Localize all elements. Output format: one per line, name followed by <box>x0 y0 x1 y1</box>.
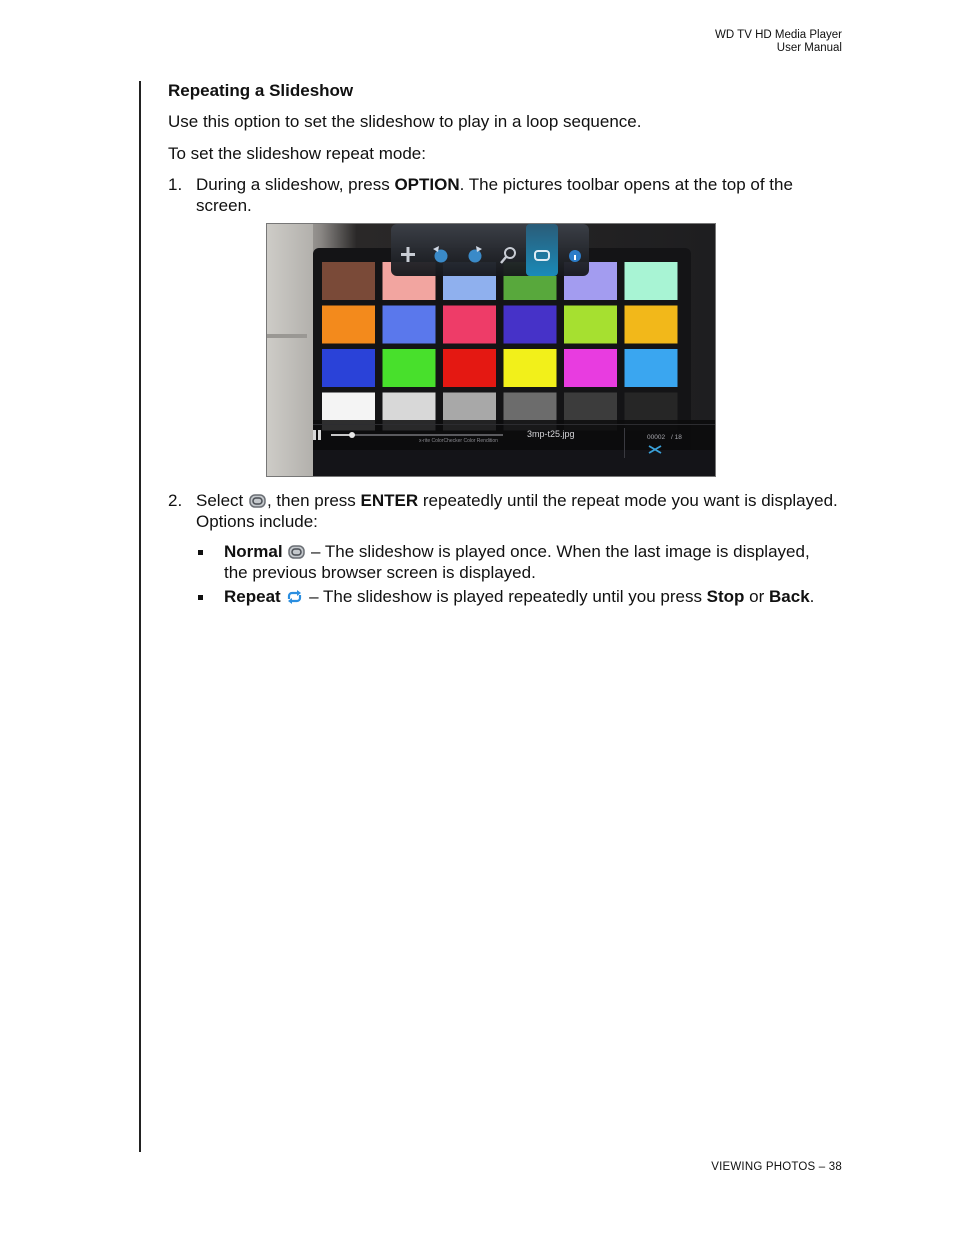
bullet-marker <box>198 595 203 600</box>
color-swatch <box>625 306 678 344</box>
option-description: – The slideshow is played once. When the last image is displayed, the previous browser screen is displayed. <box>224 542 810 582</box>
option-label: Normal <box>224 542 283 561</box>
color-swatch <box>564 306 617 344</box>
color-swatch <box>383 349 436 387</box>
color-swatch <box>625 262 678 300</box>
color-swatch <box>504 306 557 344</box>
running-header <box>715 29 842 55</box>
color-swatch <box>322 306 375 344</box>
caption-text: x-rite ColorChecker Color Rendition <box>419 438 498 444</box>
step-text: During a slideshow, press OPTION. The pictures toolbar opens at the top of the screen. <box>196 175 793 215</box>
intro-paragraph: Use this option to set the slideshow to play in a loop sequence. <box>168 112 642 131</box>
toolbar-screenshot <box>266 223 716 477</box>
color-swatch <box>322 262 375 300</box>
header-product: WD TV HD Media Player <box>715 29 842 41</box>
step-number: 1. <box>168 175 183 194</box>
stop-key: Stop <box>706 587 745 606</box>
header-doc-type: User Manual <box>776 42 842 54</box>
info-icon <box>569 250 581 262</box>
photo-counter: 00002 <box>647 434 666 441</box>
step-2 <box>168 490 848 532</box>
section-title: Repeating a Slideshow <box>168 81 354 100</box>
enter-key: ENTER <box>360 491 419 510</box>
step-number: 2. <box>168 491 183 510</box>
color-swatch <box>322 349 375 387</box>
option-label: Repeat <box>224 587 281 606</box>
color-swatch <box>443 306 496 344</box>
repeat-on-icon <box>285 589 304 605</box>
margin-rule <box>139 81 141 1152</box>
bullet-marker <box>198 550 203 555</box>
color-swatch <box>443 349 496 387</box>
option-repeat: Repeat – The slideshow is played repeatedly until you press Stop or Back. <box>196 586 836 607</box>
option-normal <box>196 541 836 583</box>
color-swatch <box>504 349 557 387</box>
color-swatch <box>564 349 617 387</box>
option-key: OPTION <box>394 175 460 194</box>
step-1 <box>168 174 848 216</box>
color-swatch <box>383 306 436 344</box>
repeat-normal-icon <box>287 544 306 560</box>
page-footer: VIEWING PHOTOS – 38 <box>711 1161 842 1173</box>
filename-label: 3mp-t25.jpg <box>527 429 575 439</box>
page-content <box>168 80 848 606</box>
lead-paragraph: To set the slideshow repeat mode: <box>168 144 426 163</box>
repeat-normal-icon <box>248 493 267 509</box>
photo-total: / 18 <box>671 434 682 441</box>
color-swatch <box>625 349 678 387</box>
step-text: Select , then press ENTER repeatedly until the repeat mode you want is displayed. Options include: <box>196 491 838 531</box>
back-key: Back <box>769 587 810 606</box>
